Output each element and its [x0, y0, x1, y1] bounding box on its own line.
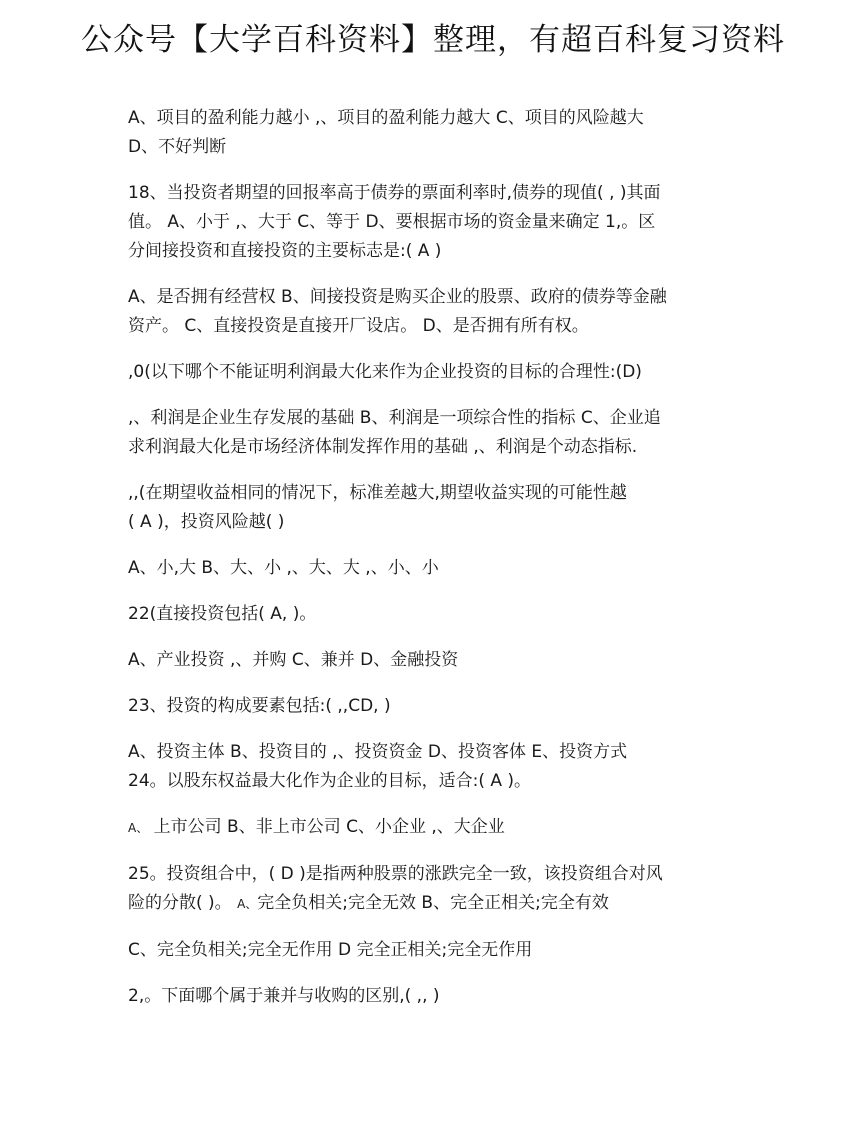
- paragraph: [128, 358, 748, 387]
- text-line: A、项目的盈利能力越小 ,、项目的盈利能力越大 C、项目的风险越大: [128, 108, 644, 128]
- text-line: 23、投资的构成要素包括:( ,,CD, ): [128, 696, 391, 716]
- text-line: 求利润最大化是市场经济体制发挥作用的基础 ,、利润是个动态指标.: [128, 437, 638, 457]
- paragraph: [128, 860, 748, 919]
- paragraph: [128, 104, 748, 162]
- paragraph: [128, 600, 748, 629]
- option-prefix: A、: [237, 897, 258, 911]
- option-prefix: A、: [128, 821, 149, 835]
- paragraph: [128, 646, 748, 675]
- text-line: A、产业投资 ,、并购 C、兼并 D、金融投资: [128, 650, 459, 670]
- text-line: ( A )，投资风险越( ): [128, 512, 285, 532]
- text-line: A、小,大 B、大、小 ,、大、大 ,、小、小: [128, 558, 439, 578]
- paragraph: [128, 813, 748, 843]
- page-header-title: 公众号【大学百科资料】整理，有超百科复习资料: [81, 22, 785, 58]
- paragraph: [128, 283, 748, 341]
- text-segment: 上市公司 B、非上市公司 C、小企业 ,、大企业: [148, 817, 505, 837]
- text-line: C、完全负相关;完全无作用 D 完全正相关;完全无作用: [128, 940, 533, 960]
- text-line: A、是否拥有经营权 B、间接投资是购买企业的股票、政府的债券等金融: [128, 287, 667, 307]
- text-line: 25。投资组合中，( D )是指两种股票的涨跌完全一致，该投资组合对风: [128, 864, 663, 884]
- text-line: 22(直接投资包括( A, )。: [128, 604, 317, 624]
- text-line: ,0(以下哪个不能证明利润最大化来作为企业投资的目标的合理性:(D): [128, 362, 642, 382]
- text-line: 24。以股东权益最大化作为企业的目标，适合:( A )。: [128, 771, 532, 791]
- text-line: 分间接投资和直接投资的主要标志是:( A ): [128, 241, 442, 261]
- paragraph: [128, 738, 748, 796]
- paragraph: [128, 692, 748, 721]
- text-segment: 险的分散( )。: [128, 893, 238, 913]
- text-line: 18、当投资者期望的回报率高于债券的票面利率时,债券的现值( , )其面: [128, 183, 661, 203]
- paragraph: [128, 982, 748, 1011]
- text-line: 值。 A、小于 ,、大于 C、等于 D、要根据市场的资金量来确定 1,。区: [128, 212, 656, 232]
- paragraph: [128, 404, 748, 462]
- text-line: 资产。 C、直接投资是直接开厂设店。 D、是否拥有所有权。: [128, 316, 589, 336]
- text-line: ,,(在期望收益相同的情况下，标准差越大,期望收益实现的可能性越: [128, 483, 627, 503]
- paragraph: [128, 179, 748, 266]
- text-line: ,、利润是企业生存发展的基础 B、利润是一项综合性的指标 C、企业追: [128, 408, 661, 428]
- text-line: A、投资主体 B、投资目的 ,、投资资金 D、投资客体 E、投资方式: [128, 742, 628, 762]
- text-line: 2,。下面哪个属于兼并与收购的区别,( ,, ): [128, 986, 440, 1006]
- paragraph: [128, 936, 748, 965]
- paragraph: [128, 479, 748, 537]
- text-line: D、不好判断: [128, 137, 227, 157]
- document-body: [128, 104, 748, 1011]
- text-line: [128, 813, 748, 843]
- paragraph: [128, 554, 748, 583]
- text-line: [128, 889, 748, 919]
- text-segment: 完全负相关;完全无效 B、完全正相关;完全有效: [257, 893, 609, 913]
